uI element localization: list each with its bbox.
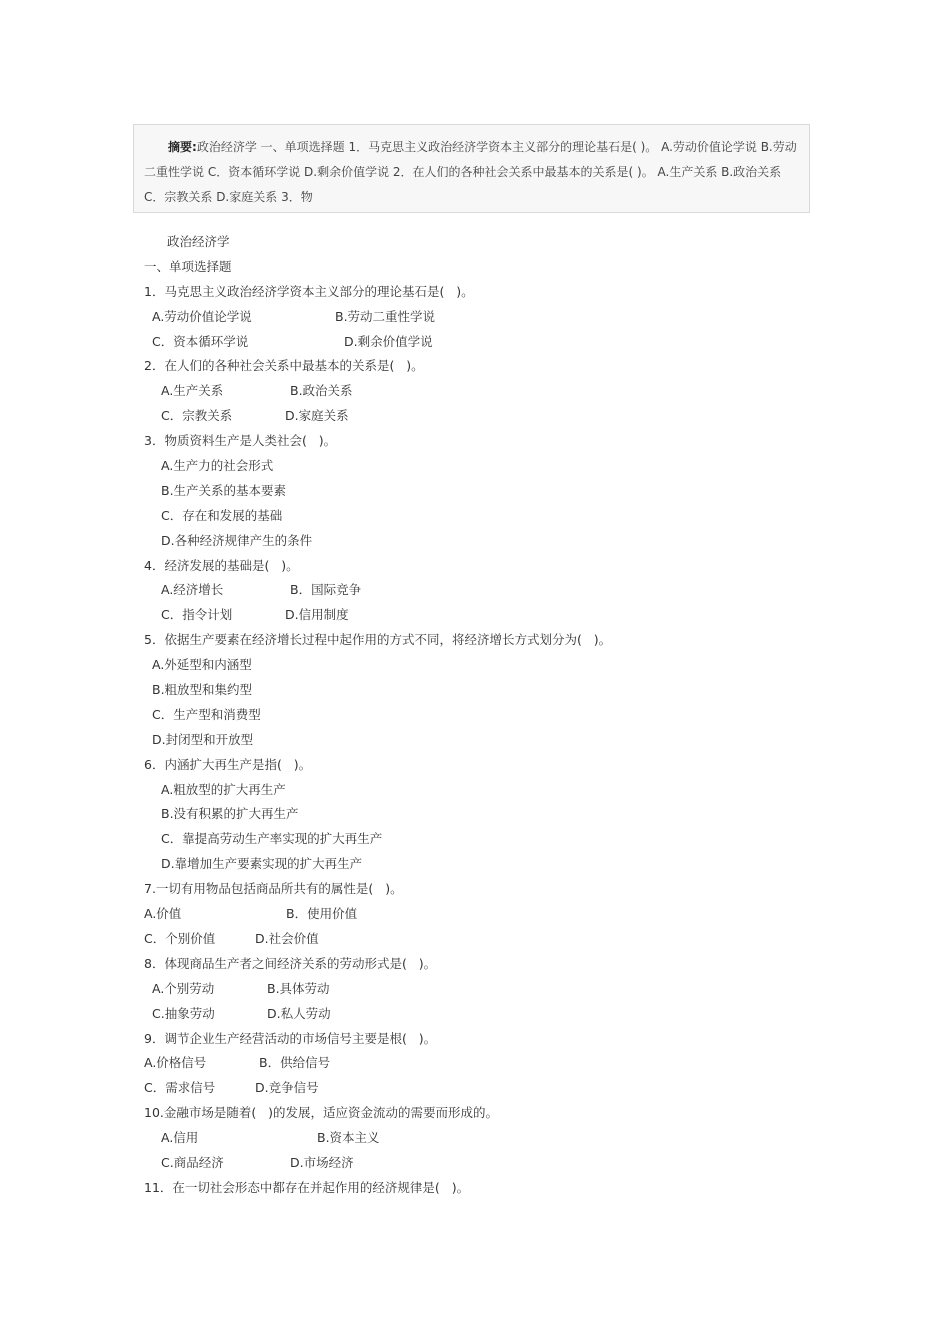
option-line (144, 1126, 824, 1151)
option-line (144, 827, 824, 852)
question-text: 8．体现商品生产者之间经济关系的劳动形式是( )。 (144, 955, 437, 971)
question-line (144, 1176, 824, 1201)
option-line (144, 977, 824, 1002)
option-line (144, 1051, 824, 1076)
question-line (144, 753, 824, 778)
option-text: C．靠提高劳动生产率实现的扩大再生产 (161, 831, 383, 847)
option-line (144, 703, 824, 728)
summary-box (133, 124, 810, 213)
option-text: C．宗教关系 (161, 408, 233, 424)
option-text: B.粗放型和集约型 (152, 682, 253, 698)
option-text: A.外延型和内涵型 (152, 657, 252, 673)
option-text: B.生产关系的基本要素 (161, 482, 287, 498)
question-line (144, 1027, 824, 1052)
option-text: B．供给信号 (259, 1055, 331, 1071)
option-line (144, 404, 824, 429)
option-line (144, 1151, 824, 1176)
option-text: A.信用 (161, 1130, 199, 1146)
question-line (144, 354, 824, 379)
option-text: B.没有积累的扩大再生产 (161, 806, 299, 822)
option-text: D.封闭型和开放型 (152, 731, 254, 747)
question-line (144, 628, 824, 653)
option-text: C．资本循环学说 (152, 333, 249, 349)
option-line (144, 454, 824, 479)
option-text: B.具体劳动 (267, 980, 330, 996)
question-text: 3．物质资料生产是人类社会( )。 (144, 433, 337, 449)
option-line (144, 653, 824, 678)
option-line (144, 1002, 824, 1027)
option-line (144, 902, 824, 927)
option-text: C.抽象劳动 (152, 1005, 215, 1021)
option-text: A.价值 (144, 906, 182, 922)
option-text: C．个别价值 (144, 930, 216, 946)
option-line (144, 330, 824, 355)
document-body (144, 230, 824, 1201)
option-text: A.个别劳动 (152, 980, 215, 996)
option-text: D.市场经济 (290, 1154, 354, 1170)
option-text: A.粗放型的扩大再生产 (161, 781, 286, 797)
summary-label: 摘要: (168, 140, 197, 154)
option-text: C．生产型和消费型 (152, 706, 261, 722)
option-line (144, 728, 824, 753)
option-line (144, 504, 824, 529)
question-line (144, 1101, 824, 1126)
option-text: B．使用价值 (286, 906, 358, 922)
option-text: A.劳动价值论学说 (152, 308, 252, 324)
question-line (144, 952, 824, 977)
option-line (144, 778, 824, 803)
option-text: A.价格信号 (144, 1055, 207, 1071)
option-line (144, 802, 824, 827)
option-text: A.生产关系 (161, 383, 224, 399)
option-text: B．国际竞争 (290, 582, 362, 598)
option-line (144, 678, 824, 703)
question-text: 2．在人们的各种社会关系中最基本的关系是( )。 (144, 358, 424, 374)
option-line (144, 603, 824, 628)
option-text: A.经济增长 (161, 582, 224, 598)
option-line (144, 479, 824, 504)
question-line (144, 554, 824, 579)
summary-text: 政治经济学 一、单项选择题 1．马克思主义政治经济学资本主义部分的理论基石是( )。 A.劳动价值论学说 B.劳动二重性学说 C．资本循环学说 D.剩余价值学说 2．在人们的各种社会关系中最基本的关系是( )。 A.生产关系 B.政治关系 C．宗教关系 D.家庭关系 3．物 (144, 140, 797, 204)
option-text: C．指令计划 (161, 607, 233, 623)
option-text: B.劳动二重性学说 (335, 308, 436, 324)
question-text: 9．调节企业生产经营活动的市场信号主要是根( )。 (144, 1030, 437, 1046)
question-text: 6．内涵扩大再生产是指( )。 (144, 756, 312, 772)
option-text: D.家庭关系 (285, 408, 349, 424)
question-line (144, 280, 824, 305)
option-text: D.竞争信号 (255, 1080, 319, 1096)
option-text: C.商品经济 (161, 1154, 224, 1170)
option-text: D.各种经济规律产生的条件 (161, 532, 313, 548)
option-text: B.资本主义 (317, 1130, 380, 1146)
option-text: D.靠增加生产要素实现的扩大再生产 (161, 856, 363, 872)
question-text: 5．依据生产要素在经济增长过程中起作用的方式不同，将经济增长方式划分为( )。 (144, 632, 612, 648)
question-text: 4．经济发展的基础是( )。 (144, 557, 299, 573)
option-line (144, 852, 824, 877)
option-text: A.生产力的社会形式 (161, 458, 274, 474)
question-text: 7.一切有用物品包括商品所共有的属性是( )。 (144, 881, 403, 897)
option-text: B.政治关系 (290, 383, 353, 399)
option-text: D.社会价值 (255, 930, 319, 946)
question-line (144, 429, 824, 454)
question-text: 1．马克思主义政治经济学资本主义部分的理论基石是( )。 (144, 283, 474, 299)
option-line (144, 927, 824, 952)
section-heading: 一、单项选择题 (144, 258, 232, 274)
option-line (144, 305, 824, 330)
question-text: 11．在一切社会形态中都存在并起作用的经济规律是( )。 (144, 1179, 470, 1195)
option-line (144, 1076, 824, 1101)
question-line (144, 877, 824, 902)
question-text: 10.金融市场是随着( )的发展，适应资金流动的需要而形成的。 (144, 1105, 499, 1121)
option-text: D.私人劳动 (267, 1005, 331, 1021)
option-line (144, 578, 824, 603)
option-line (144, 529, 824, 554)
option-text: D.信用制度 (285, 607, 349, 623)
option-text: D.剩余价值学说 (344, 333, 433, 349)
option-line (144, 379, 824, 404)
question-list (144, 280, 824, 1201)
option-text: C．需求信号 (144, 1080, 216, 1096)
option-text: C．存在和发展的基础 (161, 507, 283, 523)
document-title: 政治经济学 (167, 234, 230, 249)
